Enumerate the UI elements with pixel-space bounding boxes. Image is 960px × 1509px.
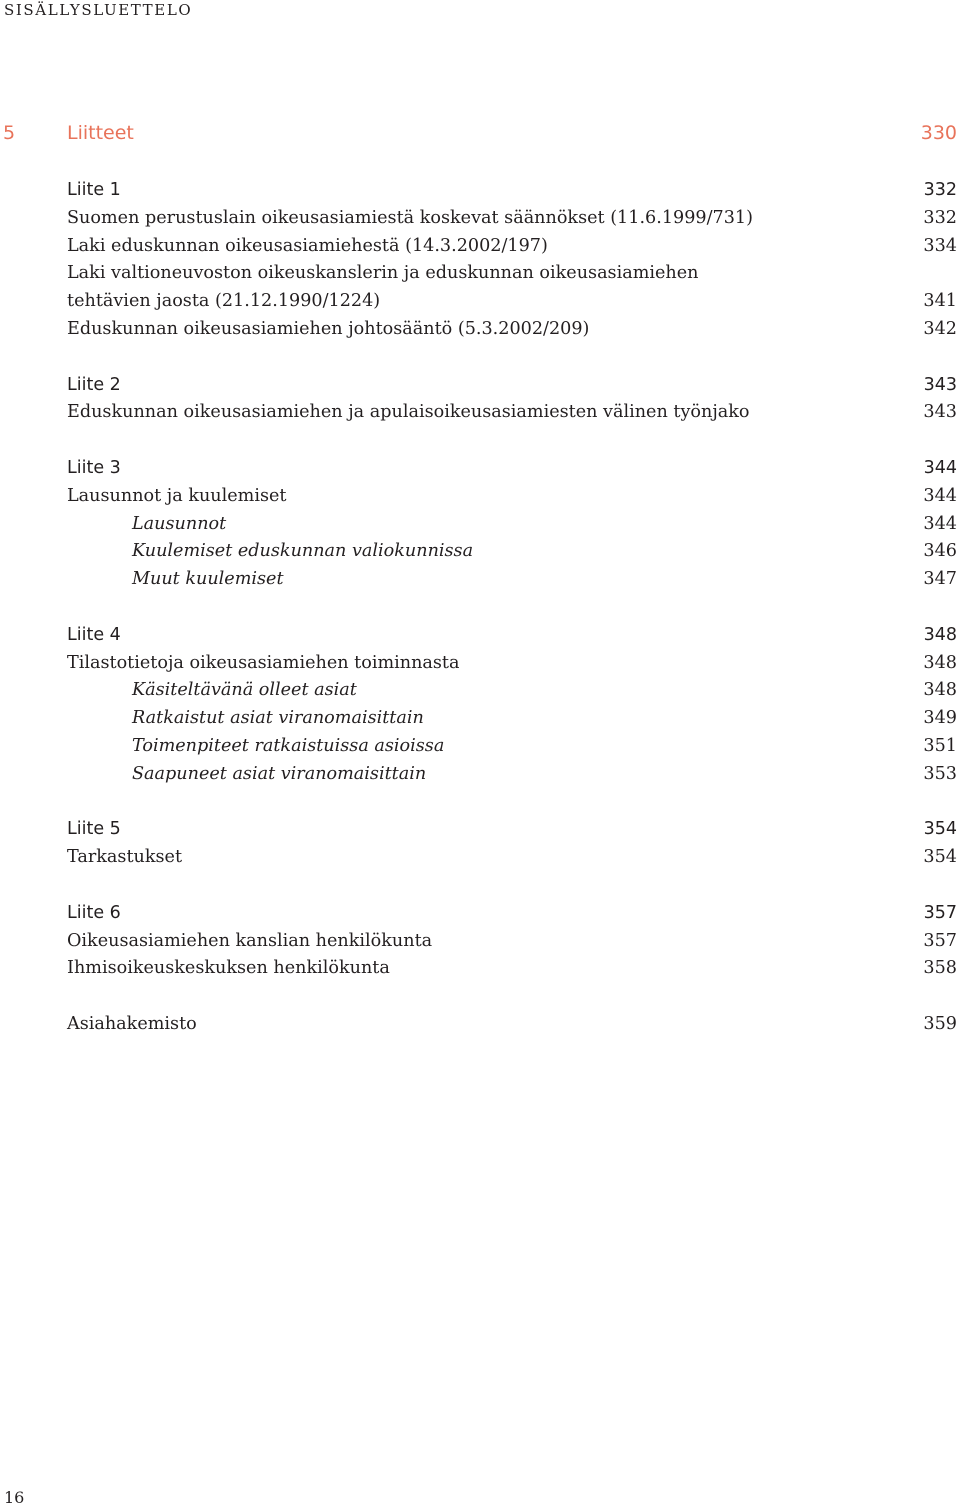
toc-subentry-page: 346 — [923, 541, 957, 562]
toc-entry[interactable] — [67, 844, 957, 872]
toc-section-heading-text: Liite 2 — [67, 374, 121, 395]
toc-entry-page: 341 — [923, 291, 957, 312]
toc-subentry[interactable] — [67, 566, 957, 594]
toc-subentry-page: 348 — [923, 680, 957, 701]
chapter-page: 330 — [920, 122, 957, 144]
table-of-contents — [67, 177, 957, 1039]
toc-entry-page: 357 — [923, 930, 957, 951]
toc-entry-text: Tarkastukset — [67, 847, 183, 868]
toc-section-heading-text: Liite 1 — [67, 180, 121, 200]
toc-entry-page: 354 — [923, 847, 957, 868]
toc-entry-page: 358 — [923, 958, 957, 979]
toc-entry[interactable] — [67, 205, 957, 233]
toc-section-heading-page: 357 — [923, 902, 957, 923]
toc-entry-text: Eduskunnan oikeusasiamiehen ja apulaisoikeusasiamiesten välinen työnjako — [67, 402, 750, 423]
toc-subentry[interactable] — [67, 761, 957, 789]
toc-section-heading-text: Liite 5 — [67, 819, 121, 840]
spacer — [67, 789, 957, 817]
spacer — [67, 983, 957, 1011]
toc-subentry-text: Ratkaistut asiat viranomaisittain — [132, 708, 424, 729]
toc-entry-text: Laki eduskunnan oikeusasiamiehestä (14.3.2002/197) — [67, 235, 548, 256]
toc-section-heading[interactable] — [67, 900, 957, 928]
toc-entry-text: tehtävien jaosta (21.12.1990/1224) — [67, 291, 381, 312]
toc-section-heading-text: Liite 3 — [67, 457, 121, 478]
toc-section-heading-page: 348 — [923, 624, 957, 645]
toc-section-heading[interactable] — [67, 372, 957, 400]
toc-index-entry-page: 359 — [923, 1013, 957, 1034]
toc-section-heading[interactable] — [67, 455, 957, 483]
spacer — [67, 344, 957, 372]
toc-section-heading[interactable] — [67, 622, 957, 650]
toc-entry[interactable] — [67, 928, 957, 956]
toc-subentry[interactable] — [67, 733, 957, 761]
toc-entry[interactable] — [67, 288, 957, 316]
toc-entry-text: Ihmisoikeuskeskuksen henkilökunta — [67, 958, 390, 979]
toc-subentry-page: 344 — [923, 513, 957, 534]
toc-entry[interactable] — [67, 399, 957, 427]
toc-entry-text: Suomen perustuslain oikeusasiamiestä koskevat säännökset (11.6.1999/731) — [67, 207, 753, 228]
chapter-heading[interactable] — [0, 122, 957, 150]
chapter-number: 5 — [3, 122, 16, 144]
chapter-title: Liitteet — [67, 122, 134, 144]
toc-subentry-page: 347 — [923, 569, 957, 590]
toc-entry-page: 344 — [923, 485, 957, 506]
toc-subentry-text: Käsiteltävänä olleet asiat — [132, 680, 357, 701]
toc-entry-page: 342 — [923, 318, 957, 339]
toc-entry[interactable] — [67, 233, 957, 261]
toc-entry-text: Eduskunnan oikeusasiamiehen johtosääntö (5.3.2002/209) — [67, 318, 590, 339]
toc-entry-text: Oikeusasiamiehen kanslian henkilökunta — [67, 930, 433, 951]
spacer — [67, 872, 957, 900]
toc-entry[interactable] — [67, 316, 957, 344]
toc-entry[interactable] — [67, 650, 957, 678]
toc-section-heading[interactable] — [67, 816, 957, 844]
toc-subentry[interactable] — [67, 538, 957, 566]
toc-entry-page: 334 — [923, 235, 957, 256]
toc-entry-text: Laki valtioneuvoston oikeuskanslerin ja eduskunnan oikeusasiamiehen — [67, 263, 699, 284]
toc-subentry[interactable] — [67, 705, 957, 733]
toc-subentry-text: Lausunnot — [132, 513, 227, 534]
toc-subentry-text: Muut kuulemiset — [132, 569, 284, 590]
toc-section-heading-text: Liite 6 — [67, 902, 121, 923]
toc-subentry[interactable] — [67, 511, 957, 539]
toc-index-entry[interactable] — [67, 1011, 957, 1039]
toc-entry[interactable] — [67, 260, 957, 288]
toc-subentry-page: 351 — [923, 735, 957, 756]
toc-entry[interactable] — [67, 483, 957, 511]
toc-subentry-text: Saapuneet asiat viranomaisittain — [132, 763, 427, 784]
toc-entry-page: 343 — [923, 402, 957, 423]
running-head: SISÄLLYSLUETTELO — [4, 1, 193, 19]
toc-section-heading-page: 332 — [923, 180, 957, 200]
toc-entry-page: 332 — [923, 207, 957, 228]
spacer — [67, 594, 957, 622]
toc-subentry[interactable] — [67, 677, 957, 705]
toc-subentry-text: Kuulemiset eduskunnan valiokunnissa — [132, 541, 474, 562]
toc-section-heading-page: 354 — [923, 819, 957, 840]
toc-section-heading-page: 343 — [923, 374, 957, 395]
toc-subentry-page: 349 — [923, 708, 957, 729]
toc-entry-text: Lausunnot ja kuulemiset — [67, 485, 287, 506]
toc-entry[interactable] — [67, 955, 957, 983]
page-number: 16 — [4, 1488, 25, 1507]
toc-section-heading-text: Liite 4 — [67, 624, 121, 645]
toc-entry-page: 348 — [923, 652, 957, 673]
toc-subentry-page: 353 — [923, 763, 957, 784]
toc-section-heading[interactable] — [67, 177, 957, 205]
toc-entry-text: Tilastotietoja oikeusasiamiehen toiminnasta — [67, 652, 460, 673]
toc-subentry-text: Toimenpiteet ratkaistuissa asioissa — [132, 735, 445, 756]
toc-section-heading-page: 344 — [923, 457, 957, 478]
toc-index-entry-text: Asiahakemisto — [67, 1013, 197, 1034]
spacer — [67, 427, 957, 455]
